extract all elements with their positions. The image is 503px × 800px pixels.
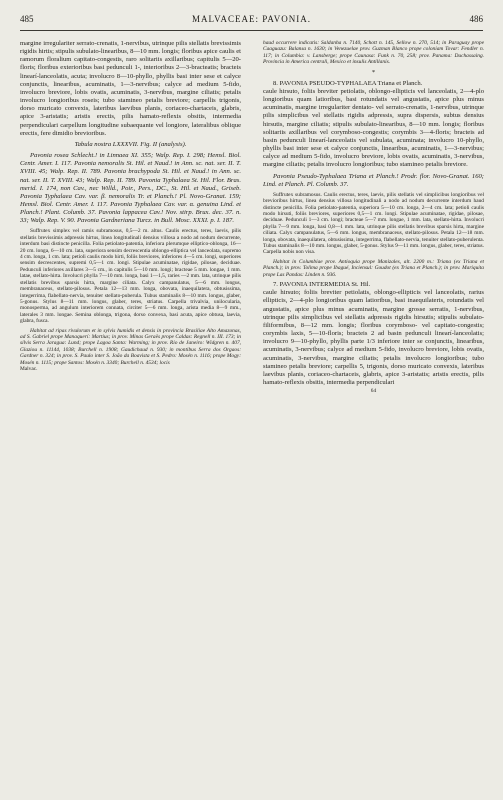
- plate-reference: Tabula nostra LXXXVII. Fig. II (analysis).: [74, 140, 187, 148]
- header-rule: [20, 30, 483, 31]
- right-column: [263, 40, 484, 780]
- species-8-habitat: Habitat in Columbiae prov. Antioquia prope Manizales, alt. 2200 m.: Triana (ex Triana et Planch.); in prov. Tolima prope Ibagué, Inciensul: Goudot (ex Triana et Planch.); in prov. Mariquita prope Las Pandas: Linden n. 936.: [263, 258, 484, 278]
- species-8-detailed-description: Suffrutex subramosus. Caulis erectus, teres, laevis, pilis stellatis vel simplicibus longioribus vel brevioribus hirtus, linea densius villosa longitudinali a nodo ad nodum decurrente interdum haud distincte penicilla. Folia petiolato-patentia, superiora 5—10 cm. longa, 2—4 cm. lata; petioli caulis modo hirsuti, foliis breviores, superiores 0,5—1 cm. longi. Stipulae acuminatae, rigidae, pilosae, deciduae. Pedunculi 1—3 cm. longi; bracteae 5—7 mm. longae, 1 mm. lata, stellato-hirta. Involucri phylla 7—9 mm. longa, basi 0,8—1 mm. lata, utrinque pilis stellatis brevibus sparsis hirta, margine ciliata. Calyx campanulatus, 5—6 mm. longus, membranaceus, stellato-pilosus. Petala 12—18 mm. longa, obovata, inaequilatera, obtusissima, integerrima, flabellato-nervia, tenuiter stellato-puberulenta. Tubus staminalis 8—10 mm. longus, glaber, 5-gonus. Stylus 9—11 mm. longus, glaber, teres, striatus. Carpella nobis non visa.: [263, 191, 484, 256]
- species-7-description: caule hirsuto; foliis breviter petiolatis, oblongo-ellipticis vel lanceolatis, rarius ellipticis, 2—4-plo longioribus quam latioribus, basi inaequilateris, rotundatis vel angustatis, apice plus minus acuminatis, margine grosse serratis, 1-nervibus, utrinque pilis simplicibus vel stellatis adpressis rigidis hirsutis; stipulis subulato-filiformibus, 8—12 mm. longis; floribus corymboso- vel capitato-congestis; corymbis laxis, 5—10-floris; bracteis 2 ad basin pedunculi linearí-lanceolatis; involucro 9—10-phyllo, phyllis parte 1/3 inferiore inter se conjunctis, linearibus, acuminatis, 3-nervibus; calyce ad medium 5-fido, involucro breviore, lobis ovatis, acuminatis, 3-nervibus, margine ciliatis; petalis involucro longioribus; tubo stamineo petalis breviore; carpellis 5, trigonis, dorso muricato convexis, lateribus laevibus planis, coriaceo-chartaceis, glabris, apice 3-aristatis; aristis erectis, pilis hamato-reflexis obsitis, intermedia perpendiculari: [263, 289, 484, 386]
- left-column: [20, 40, 241, 780]
- species-7-heading: 7. PAVONIA INTERMEDIA St. Hil.: [273, 281, 371, 289]
- running-head: MALVACEAE: PAVONIA.: [191, 14, 312, 24]
- species-8-description: caule hirsuto, foliis breviter petiolatis, oblongo-ellipticis vel lanceolatis, 2—4-plo longioribus quam latioribus, basi rotundatis vel angustatis, apice plus minus acuminatis, margine irregulariter dentato- vel serrato-crenatis, 1-nervibus, utrinque pilis simplicibus vel stellatis rigidis adpressis, supra dispersis, subtus densius hirsutis, margine ciliatis; stipulis subulato-linearibus, 8—10 mm. longis; floribus solitariis axillaribus vel corymboso-congestis; corymbis 3—4-floris; bracteis ad basin pedunculi linearí-lanceolatis vel subulata, acuminata; involucro 10-phyllo, phyllis basi inter sese et calyce conjunctis, linearibus, acuminatis, 1—3-nervibus; calyce ad medium 5-fido, involucro breviore, lobis ovatis, acuminatis, 3-nervibus, margine ciliatis; petalis involucro longioribus; tubo stamineo petalis breviore.: [263, 87, 484, 169]
- section-asterisk: *: [371, 68, 376, 76]
- page-header: [0, 14, 503, 28]
- footer-signature: Malvac.: [20, 365, 38, 372]
- habitat-continuation: haud occurrere indicatis: Saldanha n. 7140, Schott n. 145, Sellow n. 270, 514; in Paraguay prope Caaguazu: Balansa n. 1630; in Venezuelae prov. Guzman Blanco prope coloniam Tovar: Fendler n. 117; in Columbia: v. Lansberge; prope Caunasa: Funk n. 70, 258; prov. Panama: Duchassaing. Provincia in America centrali, Mexico et insulis Antillanis.: [263, 40, 484, 66]
- habitat-text: Habitat ad ripas rivulorum et in sylvis humidis et densis in provincia Brasiliae Alto Amazonas, ad S. Gabriel prope Manaquerí: Martius; in prov. Minas Geraës prope Caldas: Regnell n. III. 173; in silvis Serra Jaragua: Lund; prope Lagoa Santa: Warming; in prov. Rio de Janeiro: Widgren n. 407, Glaziou n. 11144, 1038; Burchell n. 1908; Gaudichaud n. 930; in montibus Serra dos Orgaos: Gardner n. 324; in prov. S. Paulo inter S. João da Boavista et S. Pedro: Mosén n. 1116; prope Mogy: Mosén n. 1115; prope Santos: Mosén n. 3340; Burchell n. 4534; locis: [20, 327, 241, 366]
- species-8-heading: 8. PAVONIA PSEUDO-TYPHALAEA Triana et Planch.: [273, 79, 423, 87]
- right-page-number: 486: [469, 14, 483, 24]
- synonym-citations: Pavonia rosea Schlecht.! in Linnaea XI. 355; Walp. Rep. I. 298; Hemsl. Biol. Centr. Amer. I. 117. Pavonia nemoralis St. Hil. et Naud.! in Ann. sc. nat. ser. II. T. XVIII. 45; Walp. Rep. II. 789. Pavonia brachypoda St. Hil. et Naud.! in Ann. sc. nat. ser. II. T. XVIII. 43; Walp. Rep. II. 789. Pavonia Typhalaea St. Hil. Flor. Bras. merid. I. 174, non Cav., nec Willd., Poir., Pers., DC., St. Hil. et Naud., Griseb. Pavonia Typhalaea Cav. var. β. nemoralis Tr. et Planch.! Pl. Novo-Granat. 159; Hemsl. Biol. Centr. Amer. I. 117. Pavonia Typhalaea Cav. var. α. genuina Lind. et Planch.! Plant. Columb. 37. Pavonia lappacea Cav.! Nov. stirp. Brux. dec. 37. n. 33; Walp. Rep. V. 90. Pavonia Gardneriana Turcz. in Bull. Mosc. XXXI. p. I. 187.: [20, 152, 241, 225]
- sheet-number: 64: [370, 388, 377, 395]
- species-8-citation: Pavonia Pseudo-Typhalaea Triana et Planch.! Prodr. flor. Novo-Granat. 160; Lind. et Planch. Pl. Columb. 37.: [263, 172, 484, 188]
- left-page-number: 485: [20, 14, 34, 24]
- detailed-description: Suffrutex simplex vel ramis subramosus, 0,5—2 m. altus. Caulis erectus, teres, laevis, pilis stellatis brevissimis adpressis hirtus, linea longitudinali densius villosa a nodo ad nodum decurrente, interdum basi distincte penicilla. Folia petiolato-patentia, inferiora plerumque elliptico-oblonga, 16—20 cm. longa, 6—10 cm. lata, superiora sensim decrescentia oblongo-elliptica vel lanceolata, supremo 4 cm. longa, 1 cm. lata; petioli caulis modo hirti, foliis breviores, inferiores 4—5 cm. longi, superiores sensim decrescentes, supremi 0,5—1 cm. longi. Stipulae acuminatae, rigidae, pilosae, deciduae. Pedunculi inferiores axillares 3—5 cm., in capitulis 5—10 mm. longi; bracteae 5 mm. longae, 1 mm. latae, stellato-hirta. Involucri phylla 7—10 mm. longa, basi 1—1,5, raries —2 mm. lata, utrinque pilis stellatis brevibus sparsis hirta, margine ciliata. Calyx campanulatus, 5—6 mm. longus, membranaceus, stellato-pilosus. Petala 12—13 mm. longa, obovata, inaequilatera, obtusissima, integerrima, flabellato-nervia, tenuiter stellato-puberula. Tubus staminalis 8—10 mm. longus, glaber, 5-gonus. Stylus 8—11 mm. longus, glaber, teres, striatus. Carpella trivalvia, unilocularia, monosperma, ad angulum interiorem connata, circiter 5—6 mm. longa, arista media 8—9 mm., laterales 3 mm. longae. Semina oblonga, trigona, dorso convexa, basi acuta, apice obtusa, laevia, glabra, fusca.: [20, 228, 241, 325]
- species-description: margine irregulariter serrato-crenatis, 1-nervibus, utrinque pilis stellatis brevissimis rigidis hirtis; stipulis subulato-linearibus, 8—10 mm. longis; floribus apice caulis et ramorum floralium capitato-congestis, raro solitariis axillaribus; capitulis 5—20-floris; floribus exterioribus basi pedunculi 1-, interioribus 2—3-bracteatis; bracteis linearí-lanceolatis, acuta; involucro 8—10-phyllo, phyllis basi inter sese et calyce conjunctis, linearibus, acuminatis, 1—3-nervibus; calyce ad medium 5-fido, involucro breviore, lobis ovatis, acuminatis, 3-nervibus, margine ciliatis; petalis involucro longioribus roseis; tubo stamineo petalis breviore; carpellis trigonis, dorso muricato convexis, lateribus laevibus planis, coriaceo-chartaceis, glabris, apice 3-aristatis; aristis erectis, pilis hamato-reflexis obsitis, intermedia perpendiculari carpellum longitudine subaequante vel longiore, lateralibus oblique erectis, fere dimidio brevioribus.: [20, 40, 241, 137]
